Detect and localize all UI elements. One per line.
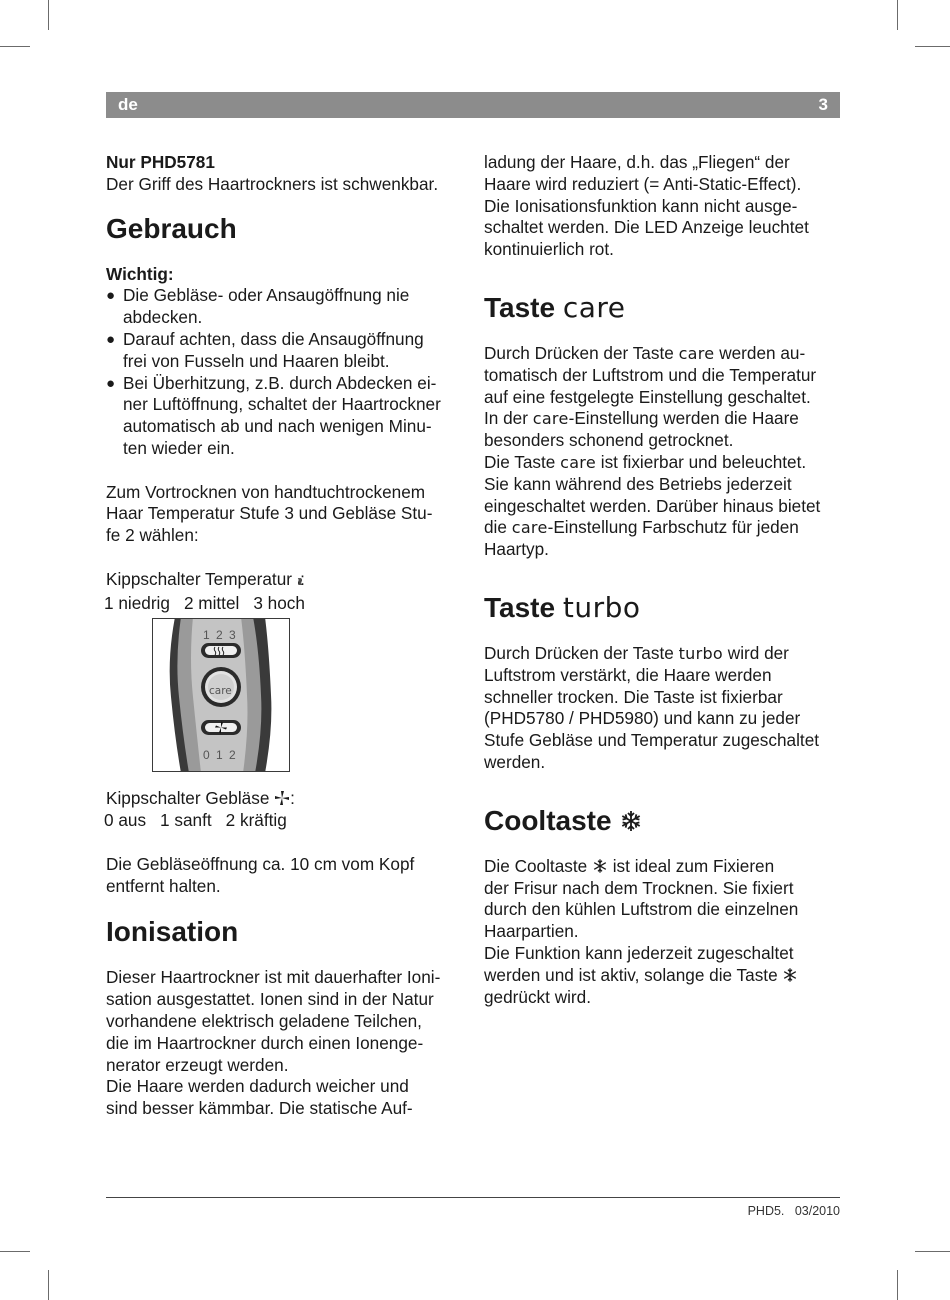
ionisation-line: sind besser kämmbar. Die statische Auf- bbox=[106, 1098, 413, 1119]
crop-mark bbox=[897, 1270, 898, 1300]
temp-level: 2 mittel bbox=[183, 592, 240, 613]
cool-line: Die Cooltaste ist ideal zum Fixieren bbox=[484, 855, 775, 876]
ionisation-cont-line: Die Ionisationsfunktion kann nicht ausge- bbox=[484, 195, 798, 216]
ionisation-cont-line: ladung der Haare, d.h. das „Fliegen“ der bbox=[484, 152, 790, 172]
care-line: Haartyp. bbox=[484, 539, 549, 560]
snowflake-icon bbox=[592, 858, 608, 874]
care-line: Die Taste care ist fixierbar und beleuchtet. bbox=[484, 451, 807, 472]
list-item bbox=[106, 373, 462, 460]
ionisation-line: Dieser Haartrockner ist mit dauerhafter Ioni- bbox=[106, 967, 441, 988]
vortrocknen-line: Haar Temperatur Stufe 3 und Gebläse Stu- bbox=[106, 503, 433, 524]
turbo-line: schneller trocken. Die Taste ist fixierbar bbox=[484, 686, 783, 707]
heading-ionisation: Ionisation bbox=[106, 916, 239, 948]
footer-rule bbox=[106, 1197, 840, 1198]
care-line: In der care-Einstellung werden die Haare bbox=[484, 408, 799, 429]
cool-line: gedrückt wird. bbox=[484, 986, 591, 1007]
ionisation-cont-line: schaltet werden. Die LED Anzeige leuchtet bbox=[484, 217, 809, 238]
footer-doc-code: PHD5. 03/2010 bbox=[747, 1204, 840, 1218]
list-item-line: ● Bei Überhitzung, z.B. durch Abdecken ei- bbox=[123, 372, 437, 393]
cool-line: der Frisur nach dem Trocknen. Sie fixiert bbox=[484, 877, 794, 898]
care-button-label: care bbox=[209, 685, 232, 698]
heading-gebrauch: Gebrauch bbox=[106, 212, 237, 244]
ionisation-line: Die Haare werden dadurch weicher und bbox=[106, 1076, 409, 1097]
turbo-line: werden. bbox=[484, 751, 546, 772]
crop-mark bbox=[0, 46, 30, 47]
list-item-line: automatisch ab und nach wenigen Minu- bbox=[123, 416, 432, 437]
temp-level: 1 niedrig bbox=[104, 592, 170, 613]
heading-taste-care bbox=[484, 291, 844, 325]
care-line: tomatisch der Luftstrom und die Temperatur bbox=[484, 364, 817, 385]
model-title: Nur PHD5781 bbox=[106, 152, 215, 172]
care-line: besonders schonend getrocknet. bbox=[484, 430, 734, 451]
cool-line: Haarpartien. bbox=[484, 921, 579, 942]
fan-level: 1 sanft bbox=[160, 810, 212, 831]
temp-level: 3 hoch bbox=[253, 592, 305, 613]
care-line: eingeschaltet werden. Darüber hinaus bietet bbox=[484, 495, 821, 516]
ionisation-cont-line: kontinuierlich rot. bbox=[484, 239, 614, 260]
crop-mark bbox=[915, 1251, 950, 1252]
right-column bbox=[484, 152, 844, 1008]
care-line: die care-Einstellung Farbschutz für jeden bbox=[484, 517, 799, 538]
fan-scale-label: 0 1 2 bbox=[203, 748, 236, 763]
cool-line: Die Funktion kann jederzeit zugeschaltet bbox=[484, 942, 794, 963]
temp-scale-label: 1 2 3 bbox=[203, 628, 236, 643]
ionisation-cont-line: Haare wird reduziert (= Anti-Static-Effect). bbox=[484, 173, 802, 194]
switch-illustration bbox=[152, 618, 290, 772]
list-item-line: abdecken. bbox=[123, 307, 203, 328]
colon: : bbox=[300, 568, 305, 589]
cool-line: durch den kühlen Luftstrom die einzelnen bbox=[484, 899, 799, 920]
turbo-line: (PHD5780 / PHD5980) und kann zu jeder bbox=[484, 708, 801, 729]
turbo-line: Stufe Gebläse und Temperatur zugeschaltet bbox=[484, 730, 820, 751]
heading-taste-turbo bbox=[484, 591, 844, 625]
page-header-bar bbox=[106, 92, 840, 118]
fan-level: 2 kräftig bbox=[225, 810, 287, 831]
list-item bbox=[106, 285, 462, 329]
snowflake-icon bbox=[619, 809, 643, 833]
distance-line: entfernt halten. bbox=[106, 875, 221, 896]
warning-list bbox=[106, 285, 462, 459]
snowflake-icon bbox=[782, 967, 798, 983]
turbo-line: Durch Drücken der Taste turbo wird der bbox=[484, 642, 789, 663]
ionisation-line: nerator erzeugt werden. bbox=[106, 1054, 289, 1075]
list-item-line: ● Darauf achten, dass die Ansaugöffnung bbox=[123, 328, 424, 349]
turbo-line: Luftstrom verstärkt, die Haare werden bbox=[484, 664, 772, 685]
page-number: 3 bbox=[818, 95, 828, 114]
heading-keyword: care bbox=[562, 290, 626, 324]
care-line: Sie kann während des Betriebs jederzeit bbox=[484, 473, 792, 494]
fan-level: 0 aus bbox=[104, 810, 147, 831]
ionisation-line: die im Haartrockner durch einen Ionenge- bbox=[106, 1032, 424, 1053]
vortrocknen-line: Zum Vortrocknen von handtuchtrockenem bbox=[106, 481, 426, 502]
heading-keyword: turbo bbox=[562, 590, 641, 624]
care-line: auf eine festgelegte Einstellung geschaltet. bbox=[484, 386, 811, 407]
ionisation-line: sation ausgestattet. Ionen sind in der Natur bbox=[106, 989, 434, 1010]
list-item-line: frei von Fusseln und Haaren bleibt. bbox=[123, 350, 390, 371]
heading-text: Cooltaste bbox=[484, 804, 620, 836]
fan-switch-text: Kippschalter Gebläse bbox=[106, 788, 275, 809]
crop-mark bbox=[48, 1270, 49, 1300]
crop-mark bbox=[915, 46, 950, 47]
temp-switch-label bbox=[106, 569, 462, 593]
wichtig-label: Wichtig: bbox=[106, 263, 174, 284]
list-item-line: ● Die Gebläse- oder Ansaugöffnung nie bbox=[123, 285, 410, 306]
left-column bbox=[106, 152, 462, 1120]
heading-text: Taste bbox=[484, 291, 563, 323]
list-item bbox=[106, 329, 462, 373]
heading-text: Taste bbox=[484, 591, 563, 623]
list-item-line: ner Luftöffnung, schaltet der Haartrockner bbox=[123, 394, 441, 415]
heat-icon: ≀≀≀ bbox=[296, 574, 301, 588]
crop-mark bbox=[48, 0, 49, 30]
fan-levels bbox=[104, 810, 462, 832]
colon: : bbox=[290, 788, 295, 809]
language-code: de bbox=[118, 95, 138, 114]
crop-mark bbox=[897, 0, 898, 30]
crop-mark bbox=[0, 1251, 30, 1252]
heading-cooltaste bbox=[484, 804, 844, 838]
temp-switch-text: Kippschalter Temperatur bbox=[106, 568, 297, 589]
ionisation-line: vorhandene elektrisch geladene Teilchen, bbox=[106, 1010, 422, 1031]
list-item-line: ten wieder ein. bbox=[123, 437, 235, 458]
vortrocknen-line: fe 2 wählen: bbox=[106, 525, 199, 546]
temp-levels bbox=[104, 593, 462, 615]
fan-icon bbox=[274, 790, 290, 806]
care-line: Durch Drücken der Taste care werden au- bbox=[484, 342, 806, 363]
fan-switch-label bbox=[106, 788, 462, 810]
cool-line: werden und ist aktiv, solange die Taste bbox=[484, 965, 844, 987]
distance-line: Die Gebläseöffnung ca. 10 cm vom Kopf bbox=[106, 853, 415, 874]
model-text: Der Griff des Haartrockners ist schwenkbar. bbox=[106, 173, 439, 194]
